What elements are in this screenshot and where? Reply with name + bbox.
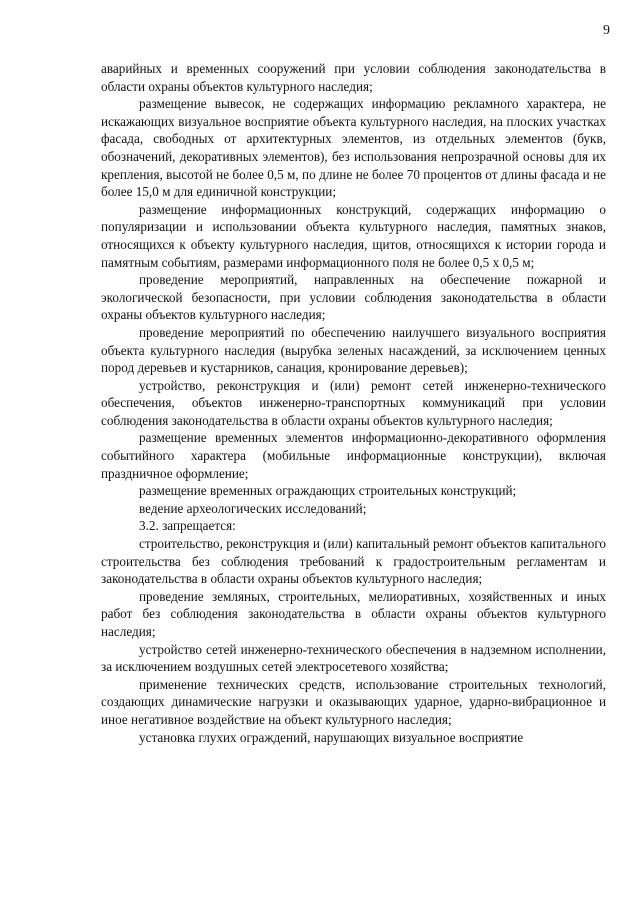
paragraph: проведение мероприятий по обеспечению наилучшего визуального восприятия объекта культурного наследия (вырубка зеленых насаждений, за исключением ценных пород деревьев и кустарников, санация, кронирование деревьев); <box>101 324 606 376</box>
paragraph: проведение земляных, строительных, мелиоративных, хозяйственных и иных работ без соблюдения законодательства в области охраны объектов культурного наследия; <box>101 588 606 639</box>
paragraph: размещение информационных конструкций, содержащих информацию о популяризации и использовании объекта культурного наследия, памятных знаков, относящихся к объекту культурного наследия, щитов, относящихся к истории города и памятным событиям, размерами информационного поля не более 0,5 х 0,5 м; <box>101 201 606 270</box>
section-heading: 3.2. запрещается: <box>139 518 236 534</box>
paragraph: устройство сетей инженерно-технического обеспечения в надземном исполнении, за исключением воздушных сетей электросетевого хозяйства; <box>101 641 606 675</box>
paragraph: размещение вывесок, не содержащих информацию рекламного характера, не искажающих визуальное восприятие объекта культурного наследия, на плоских участках фасада, свободных от архитектурных элементов, из отдельных элементов (букв, обозначений, декоративных элементов), без использования непрозрачной основы для их крепления, высотой не более 0,5 м, по длине не более 70 процентов от длины фасада и не более 15,0 м для единичной конструкции; <box>101 96 606 200</box>
paragraph: проведение мероприятий, направленных на обеспечение пожарной и экологической безопасности, при условии соблюдения законодательства в области охраны объектов культурного наследия; <box>101 272 606 323</box>
page-number: 9 <box>603 23 610 38</box>
paragraph: размещение временных ограждающих строительных конструкций; <box>139 483 517 499</box>
paragraph: аварийных и временных сооружений при условии соблюдения законодательства в области охраны объектов культурного наследия; <box>101 61 606 94</box>
paragraph: применение технических средств, использование строительных технологий, создающих динамические нагрузки и оказывающих ударное, ударно-вибрационное и иное негативное воздействие на объект культурного наследия; <box>101 676 606 727</box>
paragraph: устройство, реконструкция и (или) ремонт сетей инженерно-технического обеспечения, объектов инженерно-транспортных коммуникаций при условии соблюдения законодательства в области охраны объектов культурного наследия; <box>101 377 606 428</box>
paragraph: установка глухих ограждений, нарушающих визуальное восприятие <box>139 729 524 745</box>
paragraph: строительство, реконструкция и (или) капитальный ремонт объектов капитального строительства без соблюдения требований к градостроительным регламентам и законодательства в области охраны объектов культурного наследия; <box>101 536 606 587</box>
paragraph: ведение археологических исследований; <box>139 500 367 516</box>
paragraph: размещение временных элементов информационно-декоративного оформления событийного характера (мобильные информационные конструкции), включая праздничное оформление; <box>101 430 606 481</box>
document-body <box>101 60 606 746</box>
